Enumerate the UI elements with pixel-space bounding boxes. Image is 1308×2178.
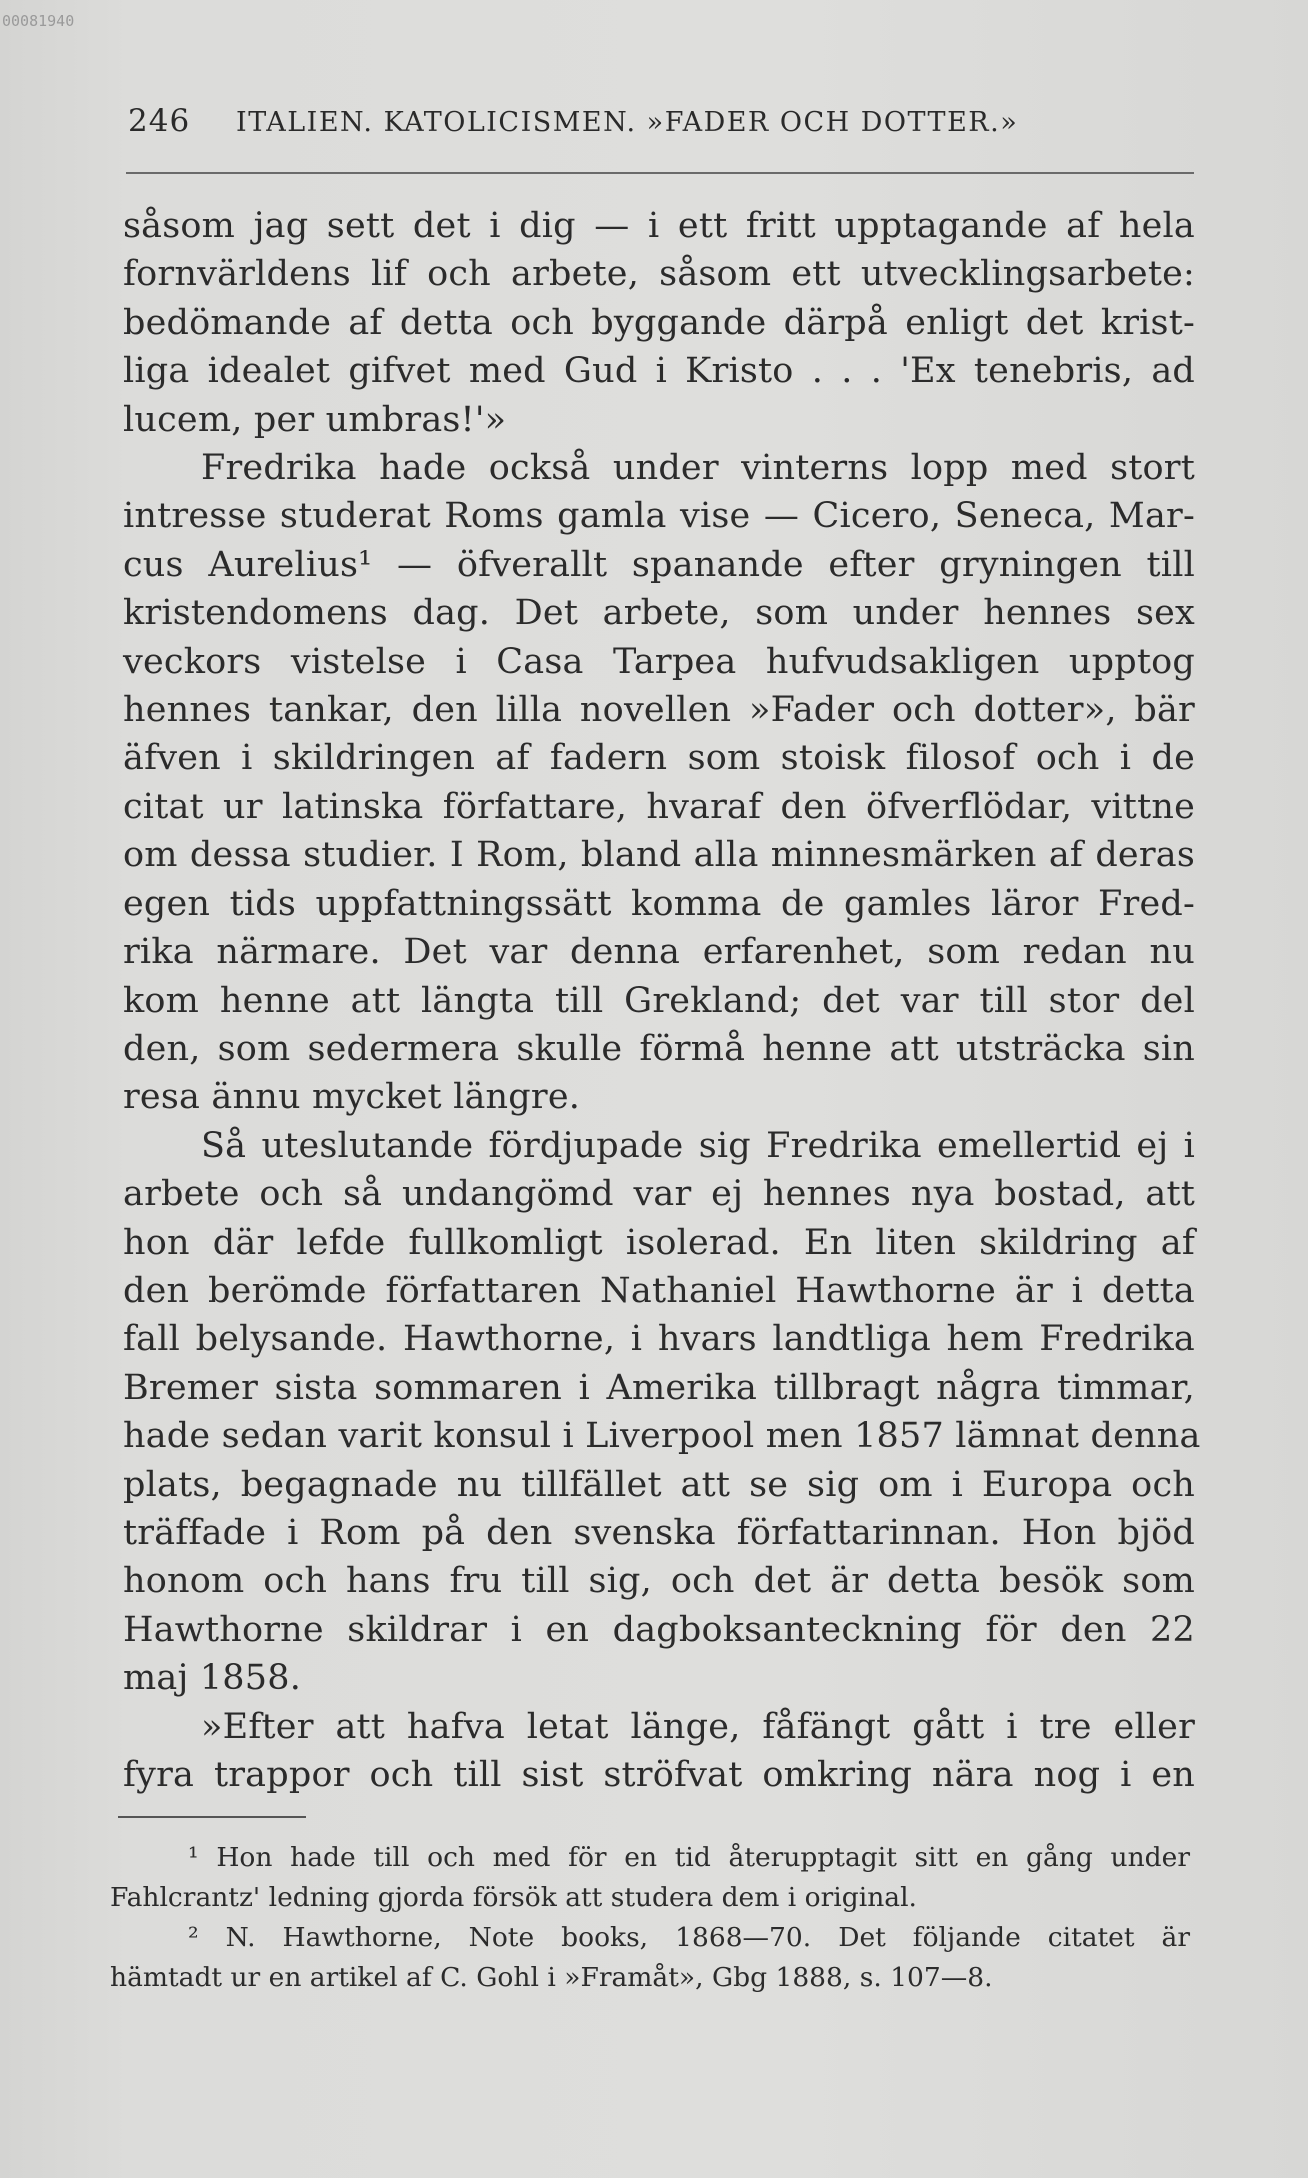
body-line: Bremer sista sommaren i Amerika tillbragt några timmar, [123, 1367, 1195, 1408]
body-line: Fredrika hade också under vinterns lopp med stort [201, 448, 1195, 489]
body-line: liga idealet gifvet med Gud i Kristo . . . 'Ex tenebris, ad [123, 351, 1195, 392]
body-line: den, som sedermera skulle förmå henne att utsträcka sin [123, 1028, 1195, 1069]
body-line: om dessa studier. I Rom, bland alla minnesmärken af deras [123, 835, 1195, 876]
footnote-line: Fahlcrantz' ledning gjorda försök att studera dem i original. [110, 1882, 917, 1913]
running-header [128, 103, 1198, 139]
body-line: kristendomens dag. Det arbete, som under hennes sex [123, 593, 1195, 634]
body-line: träffade i Rom på den svenska författarinnan. Hon bjöd [123, 1512, 1195, 1553]
body-line: hon där lefde fullkomligt isolerad. En liten skildring af [123, 1222, 1195, 1263]
body-line: honom och hans fru till sig, och det är detta besök som [123, 1561, 1195, 1602]
page-number: 246 [128, 103, 191, 139]
running-title: ITALIEN. KATOLICISMEN. »FADER OCH DOTTER.» [236, 107, 1019, 138]
body-line: citat ur latinska författare, hvaraf den öfverflödar, vittne [123, 786, 1195, 827]
body-line: maj 1858. [123, 1658, 302, 1699]
body-line: fall belysande. Hawthorne, i hvars landtliga hem Fredrika [123, 1319, 1195, 1360]
body-text [123, 202, 1201, 1799]
body-line: arbete och så undangömd var ej hennes nya bostad, att [123, 1174, 1195, 1215]
body-line: Så uteslutande fördjupade sig Fredrika emellertid ej i [201, 1125, 1195, 1166]
body-line: cus Aurelius¹ — öfverallt spanande efter gryningen till [123, 544, 1195, 585]
body-line: egen tids uppfattningssätt komma de gamles läror Fred- [123, 883, 1195, 924]
body-line: rika närmare. Det var denna erfarenhet, som redan nu [123, 932, 1195, 973]
body-line: intresse studerat Roms gamla vise — Cicero, Seneca, Mar- [123, 496, 1195, 537]
footnote-rule [118, 1816, 306, 1818]
footnotes [110, 1838, 1190, 1998]
footnote-line: ² N. Hawthorne, Note books, 1868—70. Det följande citatet är [188, 1922, 1190, 1953]
body-line: den berömde författaren Nathaniel Hawthorne är i detta [123, 1270, 1195, 1311]
footnote-line: ¹ Hon hade till och med för en tid återupptagit sitt en gång under [188, 1842, 1190, 1873]
header-rule [126, 172, 1194, 174]
body-line: resa ännu mycket längre. [123, 1077, 581, 1118]
scan-id: 00081940 [2, 12, 75, 30]
body-line: hennes tankar, den lilla novellen »Fader och dotter», bär [123, 690, 1195, 731]
body-line: fyra trappor och till sist ströfvat omkring nära nog i en [123, 1755, 1195, 1795]
body-line: fornvärldens lif och arbete, såsom ett utvecklingsarbete: [123, 254, 1195, 295]
body-line: äfven i skildringen af fadern som stoisk filosof och i de [123, 738, 1195, 779]
body-line: hade sedan varit konsul i Liverpool men 1857 lämnat denna [123, 1416, 1201, 1457]
footnote-line: hämtadt ur en artikel af C. Gohl i »Framåt», Gbg 1888, s. 107—8. [110, 1962, 993, 1993]
body-line: kom henne att längta till Grekland; det var till stor del [123, 980, 1195, 1021]
body-line: plats, begagnade nu tillfället att se sig om i Europa och [123, 1464, 1195, 1505]
body-line: bedömande af detta och byggande därpå enligt det krist- [123, 302, 1195, 343]
body-line: lucem, per umbras!'» [123, 399, 507, 440]
body-line: veckors vistelse i Casa Tarpea hufvudsakligen upptog [123, 641, 1195, 682]
body-line: såsom jag sett det i dig — i ett fritt upptagande af hela [123, 206, 1195, 246]
body-line: Hawthorne skildrar i en dagboksanteckning för den 22 [123, 1609, 1195, 1650]
body-line: »Efter att hafva letat länge, fåfängt gått i tre eller [201, 1706, 1195, 1747]
